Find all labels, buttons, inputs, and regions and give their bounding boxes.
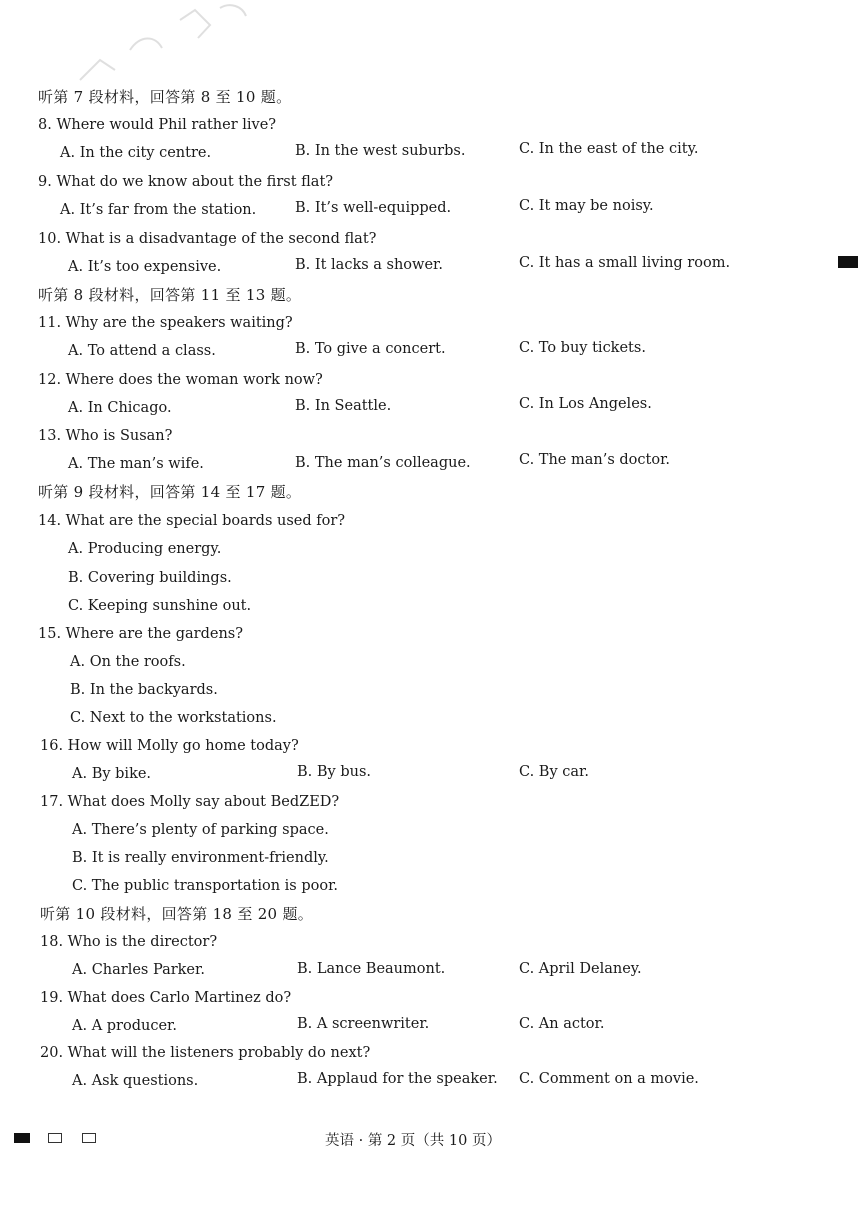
question-number: 20. xyxy=(40,1045,64,1061)
q10-option-a: A. It’s too expensive. xyxy=(68,259,222,275)
q8-option-c: C. In the east of the city. xyxy=(519,141,699,157)
q12-option-a: A. In Chicago. xyxy=(68,400,172,416)
question-text: Where would Phil rather live? xyxy=(56,117,277,133)
section-heading-8: 听第 8 段材料，回答第 11 至 13 题。 xyxy=(38,286,302,304)
q10-option-b: B. It lacks a shower. xyxy=(295,257,443,273)
question-14 xyxy=(38,512,345,530)
question-number: 14. xyxy=(38,513,62,529)
q19-option-c: C. An actor. xyxy=(519,1016,605,1032)
question-text: What does Carlo Martinez do? xyxy=(67,990,292,1006)
watermark-stamp xyxy=(70,0,260,90)
question-text: What do we know about the first flat? xyxy=(56,174,334,190)
question-number: 9. xyxy=(38,174,52,190)
q17-option-a: A. There’s plenty of parking space. xyxy=(72,822,329,838)
question-number: 18. xyxy=(40,934,64,950)
q18-option-c: C. April Delaney. xyxy=(519,961,642,977)
section-heading-10: 听第 10 段材料，回答第 18 至 20 题。 xyxy=(40,905,314,923)
footer-page-markers xyxy=(14,1132,104,1146)
q11-option-c: C. To buy tickets. xyxy=(519,340,646,356)
question-text: How will Molly go home today? xyxy=(67,738,299,754)
question-text: What does Molly say about BedZED? xyxy=(67,794,340,810)
q10-option-c: C. It has a small living room. xyxy=(519,255,731,271)
question-10 xyxy=(38,230,376,248)
question-number: 19. xyxy=(40,990,64,1006)
question-number: 8. xyxy=(38,117,52,133)
q11-option-a: A. To attend a class. xyxy=(68,343,216,359)
q14-option-a: A. Producing energy. xyxy=(68,541,222,557)
q13-option-b: B. The man’s colleague. xyxy=(295,455,471,471)
q16-option-b: B. By bus. xyxy=(297,764,372,780)
q16-option-a: A. By bike. xyxy=(72,766,152,782)
q18-option-a: A. Charles Parker. xyxy=(72,962,205,978)
page-footer: 英语 · 第 2 页（共 10 页） xyxy=(325,1133,501,1149)
question-text: Who is the director? xyxy=(67,934,218,950)
question-number: 12. xyxy=(38,372,62,388)
q11-option-b: B. To give a concert. xyxy=(295,341,446,357)
q16-option-c: C. By car. xyxy=(519,764,589,780)
section-heading-9: 听第 9 段材料，回答第 14 至 17 题。 xyxy=(38,483,302,501)
question-text: What is a disadvantage of the second flat? xyxy=(65,231,377,247)
q8-option-b: B. In the west suburbs. xyxy=(295,143,466,159)
q13-option-a: A. The man’s wife. xyxy=(68,456,204,472)
page-edge-marker xyxy=(838,256,858,268)
hollow-marker xyxy=(82,1133,96,1143)
question-number: 17. xyxy=(40,794,64,810)
hollow-marker xyxy=(48,1133,62,1143)
question-number: 11. xyxy=(38,315,62,331)
question-12 xyxy=(38,371,323,389)
q9-option-a: A. It’s far from the station. xyxy=(60,202,257,218)
question-text: What will the listeners probably do next? xyxy=(67,1045,371,1061)
q14-option-c: C. Keeping sunshine out. xyxy=(68,598,252,614)
q9-option-b: B. It’s well-equipped. xyxy=(295,200,452,216)
question-8 xyxy=(38,116,276,134)
question-20 xyxy=(40,1044,370,1062)
q15-option-c: C. Next to the workstations. xyxy=(70,710,277,726)
question-11 xyxy=(38,314,293,332)
question-17 xyxy=(40,793,339,811)
q15-option-b: B. In the backyards. xyxy=(70,682,218,698)
question-number: 13. xyxy=(38,428,62,444)
question-number: 10. xyxy=(38,231,62,247)
question-text: Where are the gardens? xyxy=(65,626,244,642)
q13-option-c: C. The man’s doctor. xyxy=(519,452,671,468)
q12-option-b: B. In Seattle. xyxy=(295,398,392,414)
q15-option-a: A. On the roofs. xyxy=(70,654,186,670)
q20-option-c: C. Comment on a movie. xyxy=(519,1071,699,1087)
question-19 xyxy=(40,989,291,1007)
question-18 xyxy=(40,933,217,951)
q8-option-a: A. In the city centre. xyxy=(60,145,212,161)
question-13 xyxy=(38,427,172,445)
q19-option-b: B. A screenwriter. xyxy=(297,1016,430,1032)
question-text: Where does the woman work now? xyxy=(65,372,323,388)
question-9 xyxy=(38,173,333,191)
question-text: What are the special boards used for? xyxy=(65,513,346,529)
q12-option-c: C. In Los Angeles. xyxy=(519,396,652,412)
q17-option-c: C. The public transportation is poor. xyxy=(72,878,339,894)
question-text: Who is Susan? xyxy=(65,428,173,444)
question-number: 16. xyxy=(40,738,64,754)
filled-marker xyxy=(14,1133,30,1143)
q20-option-b: B. Applaud for the speaker. xyxy=(297,1071,498,1087)
q14-option-b: B. Covering buildings. xyxy=(68,570,232,586)
q19-option-a: A. A producer. xyxy=(72,1018,177,1034)
question-16 xyxy=(40,737,299,755)
question-15 xyxy=(38,625,243,643)
q17-option-b: B. It is really environment-friendly. xyxy=(72,850,329,866)
q20-option-a: A. Ask questions. xyxy=(72,1073,199,1089)
section-heading-7: 听第 7 段材料，回答第 8 至 10 题。 xyxy=(38,88,292,106)
q9-option-c: C. It may be noisy. xyxy=(519,198,654,214)
q18-option-b: B. Lance Beaumont. xyxy=(297,961,446,977)
question-number: 15. xyxy=(38,626,62,642)
question-text: Why are the speakers waiting? xyxy=(65,315,293,331)
